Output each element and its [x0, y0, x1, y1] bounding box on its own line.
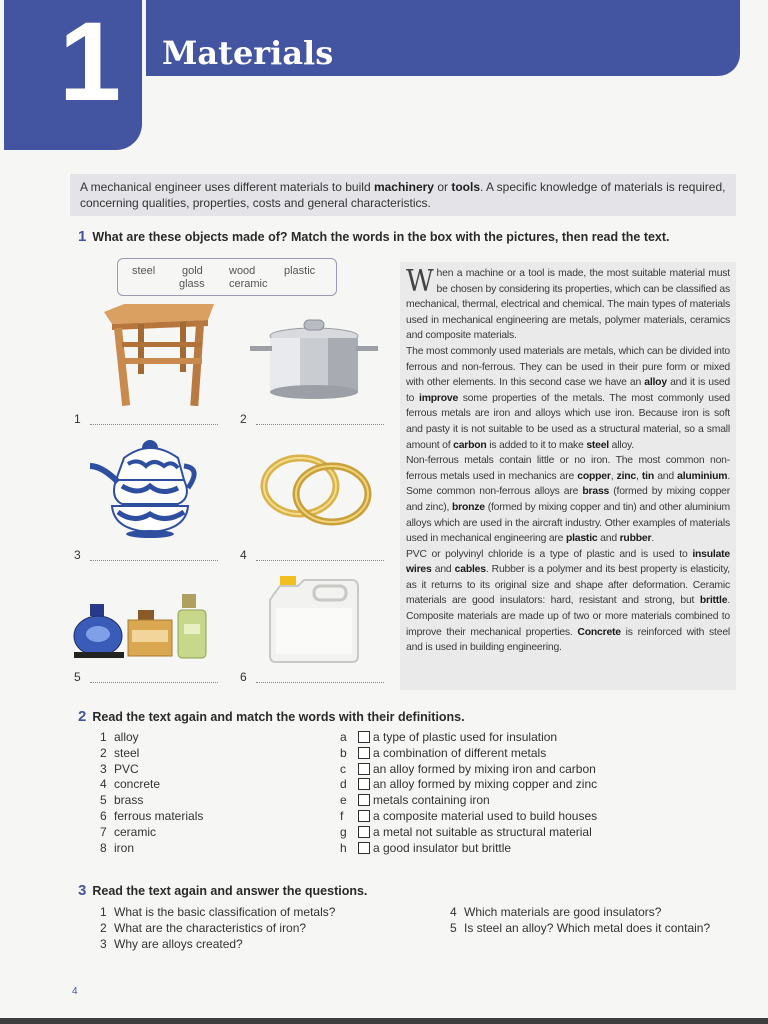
term-number: 7 — [100, 824, 107, 839]
definition-item — [340, 730, 597, 746]
intro-bold-tools: tools — [451, 180, 480, 194]
term-text: ceramic — [114, 824, 157, 839]
terms-list — [100, 730, 203, 856]
term-item — [100, 746, 203, 762]
question-item — [100, 921, 335, 937]
reading-keyword: carbon — [453, 439, 487, 451]
exercise-1-instruction: What are these objects made of? Match the words in the box with the pictures, then read the text. — [92, 230, 670, 244]
definitions-list — [340, 730, 597, 856]
picture-number-6: 6 — [240, 670, 247, 684]
definition-text: a metal not suitable as structural material — [373, 824, 592, 839]
reading-text-segment: , — [636, 470, 642, 482]
reading-text-segment: hen a machine or a tool is made, the most suitable material must be chosen by considering its properties, which can be classified as mechanical, thermal, electrical and chemical. The main types of materials used in mechanical engineering are metals, polymer materials, ceramics and composite materials. — [406, 268, 730, 342]
reading-keyword: zinc — [616, 470, 636, 482]
answer-checkbox[interactable] — [358, 826, 370, 838]
question-number: 1 — [100, 905, 107, 919]
term-number: 1 — [100, 730, 107, 744]
term-number: 6 — [100, 808, 107, 823]
reading-keyword: Concrete — [577, 626, 621, 638]
page-title: Materials — [162, 34, 334, 72]
term-text: steel — [114, 745, 140, 760]
question-text: What is the basic classification of metals? — [114, 905, 336, 919]
reading-text-segment: (formed by mixing copper and zinc), — [406, 486, 731, 513]
reading-keyword: plastic — [565, 533, 598, 545]
answer-line-5[interactable] — [90, 682, 218, 683]
answer-checkbox[interactable] — [358, 763, 370, 775]
exercise-1-heading — [78, 228, 670, 245]
word-steel: steel — [132, 265, 156, 277]
definition-letter: h — [340, 840, 347, 855]
reading-text-segment: (formed by mixing copper and tin) and other aluminium alloys which are used in the aircraft industry. Other examples of materials used in mechanical engineering are — [406, 501, 730, 545]
reading-keyword: brass — [582, 486, 610, 498]
picture-number-4: 4 — [240, 548, 247, 562]
question-item — [450, 921, 710, 937]
definition-text: an alloy formed by mixing copper and zinc — [373, 777, 598, 792]
term-number: 5 — [100, 793, 107, 808]
gold-rings-image — [256, 450, 376, 530]
answer-line-6[interactable] — [256, 682, 384, 683]
term-item — [100, 730, 203, 746]
term-item — [100, 762, 203, 778]
word-gold: gold — [182, 265, 203, 277]
picture-number-1: 1 — [74, 412, 81, 426]
question-text: Why are alloys created? — [114, 936, 243, 951]
reading-text-segment: . Rubber is a polymer and its best property is elasticity, as it returns to its original size and shape after deformation. Ceramic materials are good insulators: hard, resistant and strong, but — [406, 564, 730, 607]
questions-left — [100, 905, 335, 952]
answer-checkbox[interactable] — [358, 842, 370, 854]
reading-text-segment: . Composite materials are made up of two or more materials combined to improve their mechanical properties. — [406, 595, 730, 638]
answer-checkbox[interactable] — [358, 810, 370, 822]
reading-text-segment: and — [431, 564, 455, 576]
term-text: alloy — [114, 730, 139, 744]
term-item — [100, 777, 203, 793]
question-item — [450, 905, 710, 921]
exercise-3-number: 3 — [78, 882, 87, 899]
question-number: 2 — [100, 920, 107, 935]
reading-keyword: copper — [577, 470, 611, 482]
definition-text: metals containing iron — [373, 793, 490, 808]
reading-dropcap: W — [406, 264, 434, 299]
question-text: What are the characteristics of iron? — [114, 920, 307, 935]
term-number: 4 — [100, 777, 107, 792]
reading-keyword: aluminium — [677, 470, 728, 482]
answer-line-1[interactable] — [90, 424, 218, 425]
word-glass: glass — [179, 278, 205, 290]
plastic-container-image — [268, 574, 362, 664]
intro-text-1: A mechanical engineer uses different materials to build — [80, 180, 374, 194]
term-item — [100, 825, 203, 841]
definition-letter: f — [340, 808, 344, 823]
definition-item — [340, 777, 597, 793]
question-number: 5 — [450, 920, 457, 935]
definition-letter: a — [340, 730, 347, 744]
word-wood: wood — [229, 265, 256, 277]
reading-text-segment: some properties of the metals. The most commonly used ferrous metals are iron and alloys which use iron. Because iron is soft and pasty it is not suitable to be used as a structural material, so a small amount of — [406, 392, 731, 451]
reading-text-segment: and — [654, 470, 678, 482]
reading-text-segment: and — [597, 533, 620, 545]
exercise-3-instruction: Read the text again and answer the questions. — [92, 884, 368, 898]
exercise-2-heading — [78, 708, 465, 725]
question-text: Is steel an alloy? Which metal does it contain? — [464, 920, 711, 935]
answer-checkbox[interactable] — [358, 747, 370, 759]
word-plastic: plastic — [284, 265, 316, 277]
term-text: concrete — [114, 777, 161, 792]
reading-text-segment: Non-ferrous metals contain little or no iron. The most common non-ferrous metals used in mechanics are — [406, 455, 730, 482]
definition-item — [340, 825, 597, 841]
reading-keyword: rubber — [619, 533, 652, 545]
definition-text: a combination of different metals — [373, 745, 547, 760]
definition-text: a type of plastic used for insulation — [373, 730, 558, 744]
chapter-number: 1 — [58, 0, 118, 124]
definition-letter: e — [340, 793, 347, 808]
exercise-2-number: 2 — [78, 708, 87, 725]
exercise-3-heading — [78, 882, 367, 899]
answer-line-4[interactable] — [256, 560, 384, 561]
term-text: ferrous materials — [114, 808, 204, 823]
definition-item — [340, 809, 597, 825]
reading-text-segment: and it is used to — [406, 377, 730, 404]
answer-checkbox[interactable] — [358, 794, 370, 806]
intro-text-2: or — [433, 180, 452, 194]
reading-keyword: bronze — [452, 501, 485, 513]
reading-text-segment: is added to it to make — [486, 439, 587, 451]
reading-keyword: insulate wires — [406, 548, 730, 576]
intro-box — [70, 174, 736, 216]
definition-letter: c — [340, 761, 346, 776]
question-number: 4 — [450, 905, 457, 919]
exercise-1-number: 1 — [78, 228, 87, 245]
question-number: 3 — [100, 936, 107, 951]
term-text: brass — [114, 793, 144, 808]
answer-checkbox[interactable] — [358, 778, 370, 790]
term-number: 3 — [100, 761, 107, 776]
wooden-stool-image — [98, 302, 220, 410]
reading-keyword: improve — [419, 392, 459, 404]
definition-item — [340, 746, 597, 762]
intro-bold-machinery: machinery — [373, 180, 434, 194]
definition-text: a good insulator but brittle — [373, 840, 512, 855]
term-text: iron — [114, 840, 135, 855]
steel-pot-image — [248, 316, 378, 402]
reading-text-segment: , — [610, 470, 617, 482]
definition-text: an alloy formed by mixing iron and carbon — [373, 761, 596, 776]
reading-body — [406, 264, 731, 654]
term-number: 2 — [100, 745, 107, 760]
definition-item — [340, 762, 597, 778]
reading-keyword: brittle — [699, 595, 728, 607]
picture-number-2: 2 — [240, 412, 247, 426]
intro-text-3: . A specific knowledge of materials is required, concerning qualities, properties, costs and general characteristics. — [80, 180, 726, 210]
reading-text-segment: PVC or polyvinyl chloride is a type of plastic and is used to — [406, 548, 693, 560]
question-item — [100, 937, 335, 953]
definition-letter: b — [340, 745, 347, 760]
word-box — [117, 258, 337, 296]
reading-text-segment: is reinforced with steel and is used in building engineering. — [406, 626, 731, 654]
reading-text-segment: . — [651, 533, 654, 545]
definition-text: a composite material used to build houses — [373, 808, 598, 823]
definition-item — [340, 793, 597, 809]
question-item — [100, 905, 335, 921]
questions-right — [450, 905, 710, 937]
term-item — [100, 809, 203, 825]
definition-letter: g — [340, 824, 347, 839]
definition-letter: d — [340, 777, 347, 792]
page-bottom-edge — [0, 1018, 768, 1024]
ceramic-teapot-image — [88, 436, 204, 540]
answer-line-2[interactable] — [256, 424, 384, 425]
reading-keyword: tin — [641, 470, 654, 482]
definition-item — [340, 841, 597, 857]
answer-line-3[interactable] — [90, 560, 218, 561]
reading-keyword: steel — [586, 439, 609, 451]
glass-bottles-image — [72, 590, 220, 662]
reading-keyword: alloy — [644, 377, 667, 389]
term-item — [100, 793, 203, 809]
term-number: 8 — [100, 840, 107, 855]
picture-number-3: 3 — [74, 548, 81, 562]
answer-checkbox[interactable] — [358, 731, 370, 743]
page-number: 4 — [72, 986, 78, 997]
question-text: Which materials are good insulators? — [464, 905, 662, 919]
reading-text — [400, 262, 736, 690]
term-item — [100, 841, 203, 857]
word-ceramic: ceramic — [229, 278, 268, 290]
term-text: PVC — [114, 761, 139, 776]
reading-keyword: cables — [454, 564, 486, 576]
reading-text-segment: The most commonly used materials are metals, which can be divided into ferrous and non-ferrous. They can be used in their pure form or mixed with other elements. In this second case we have an — [406, 345, 730, 389]
picture-number-5: 5 — [74, 670, 81, 684]
exercise-2-instruction: Read the text again and match the words with their definitions. — [92, 710, 465, 724]
reading-text-segment: . Some common non-ferrous alloys are — [406, 470, 730, 498]
reading-text-segment: alloy. — [609, 439, 634, 451]
